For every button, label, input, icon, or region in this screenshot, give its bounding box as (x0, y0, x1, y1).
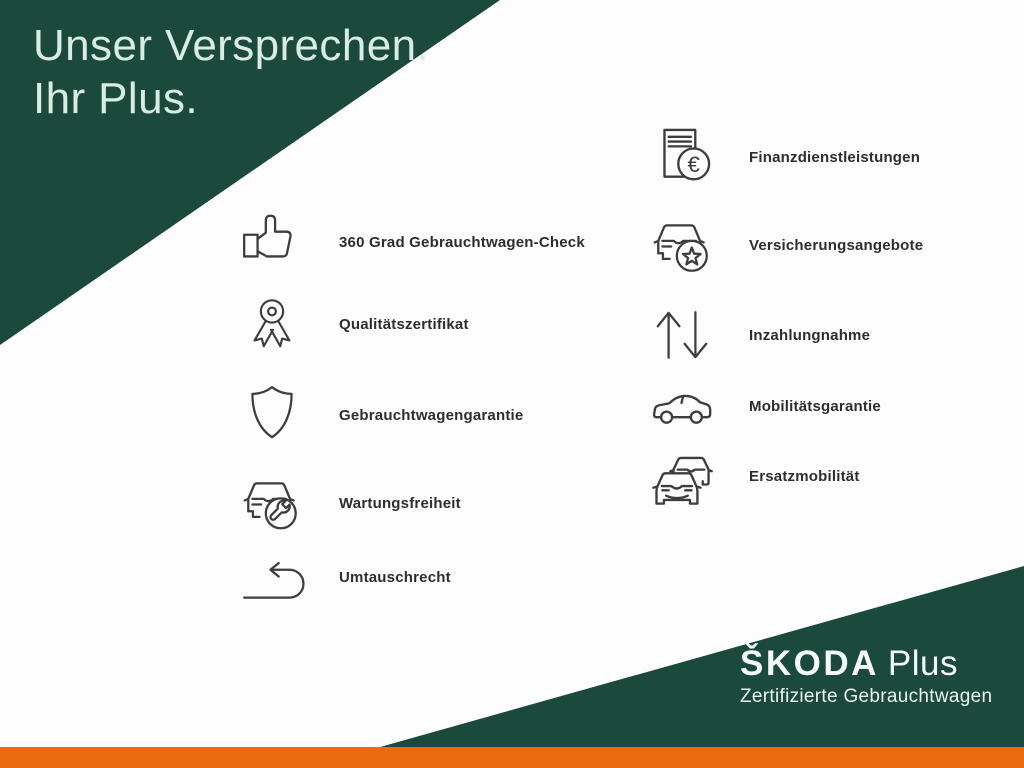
feature-row-insurance (648, 211, 923, 279)
feature-label: Versicherungsangebote (749, 236, 924, 254)
bottom-orange-stripe (0, 747, 1024, 768)
feature-label: 360 Grad Gebrauchtwagen-Check (339, 233, 585, 251)
certificate-rosette-icon (238, 290, 306, 358)
feature-label: Mobilitätsgarantie (749, 397, 881, 415)
feature-row-warranty (238, 381, 523, 449)
car-side-icon (648, 372, 716, 440)
invoice-euro-icon (648, 123, 716, 191)
two-cars-icon (648, 442, 716, 510)
feature-row-finance (648, 123, 920, 191)
return-arrow-icon (238, 543, 306, 611)
feature-row-replacement (648, 442, 860, 510)
page-title-line2: Ihr Plus. (33, 73, 198, 123)
brand-tagline: Zertifizierte Gebrauchtwagen (740, 685, 993, 707)
feature-row-certificate (238, 290, 469, 358)
thumbs-up-icon (238, 208, 306, 276)
feature-label: Umtauschrecht (339, 568, 451, 586)
euro-symbol: € (687, 151, 700, 177)
feature-row-maintenance (238, 469, 461, 537)
feature-row-exchange (238, 543, 451, 611)
feature-row-trade-in (648, 301, 870, 369)
brand-name: ŠKODA (740, 644, 879, 683)
feature-row-check (238, 208, 585, 276)
feature-label: Inzahlungnahme (749, 326, 871, 344)
brand-wordmark (740, 646, 992, 683)
feature-label: Qualitätszertifikat (339, 315, 469, 333)
brand-suffix: Plus (887, 644, 958, 683)
page-title (33, 20, 429, 126)
car-wrench-icon (238, 469, 306, 537)
feature-label: Finanzdienstleistungen (749, 148, 921, 166)
page-title-line1: Unser Versprechen. (33, 21, 430, 70)
feature-label: Gebrauchtwagengarantie (339, 406, 524, 424)
feature-label: Ersatzmobilität (749, 467, 860, 485)
brand-logo (740, 646, 992, 708)
feature-row-mobility (648, 372, 881, 440)
car-star-icon (648, 211, 716, 279)
up-down-arrows-icon (648, 301, 716, 369)
feature-label: Wartungsfreiheit (339, 494, 461, 512)
shield-icon (238, 381, 306, 449)
